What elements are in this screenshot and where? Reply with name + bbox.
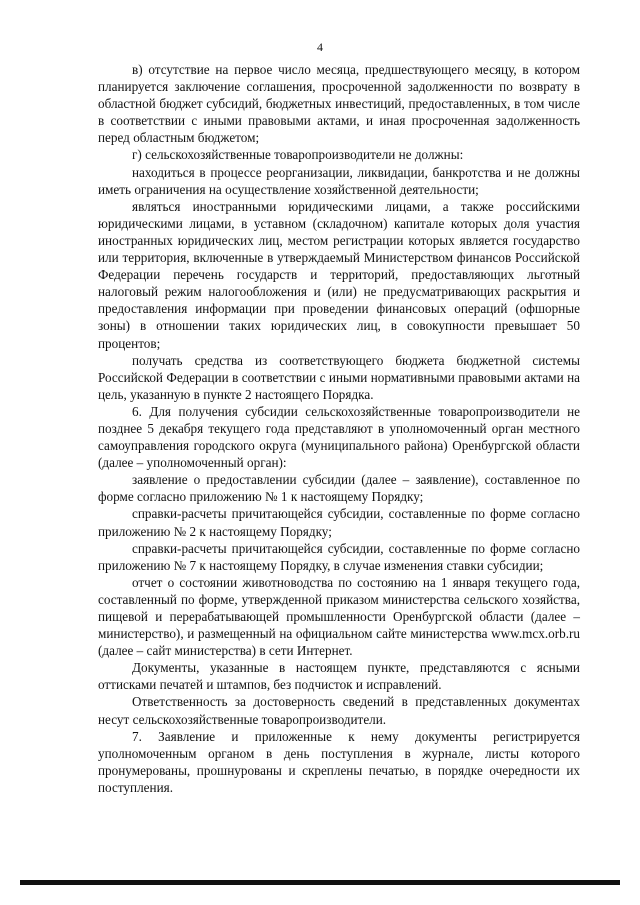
paragraph-calc-appendix-2: справки-расчеты причитающейся субсидии, составленные по форме согласно приложению № 2 к настоящему Порядку; bbox=[98, 506, 580, 539]
paragraph-foreign-entities: являться иностранными юридическими лицами, а также российскими юридическими лицами, в уставном (складочном) капитале которых доля участия иностранных юридических лиц, местом регистрации которых является государство или территория, включенные в утверждаемый Министерством финансов Российской Федерации перечень государств и территорий, предоставляющих льготный налоговый режим налогообложения и (или) не предусматривающих раскрытия и предоставления информации при проведении финансовых операций (офшорные зоны) в отношении таких юридических лиц, в совокупности превышает 50 процентов; bbox=[98, 198, 580, 351]
paragraph-application: заявление о предоставлении субсидии (далее – заявление), составленное по форме согласно приложению № 1 к настоящему Порядку; bbox=[98, 472, 580, 505]
paragraph-stamps: Документы, указанные в настоящем пункте, представляются с ясными оттисками печатей и штампов, без подчисток и исправлений. bbox=[98, 660, 580, 693]
paragraph-6-documents: 6. Для получения субсидии сельскохозяйственные товаропроизводители не позднее 5 декабря текущего года представляют в уполномоченный орган местного самоуправления городского округа (муниципального района) Оренбургской области (далее – уполномоченный орган): bbox=[98, 403, 580, 471]
paragraph-responsibility: Ответственность за достоверность сведений в представленных документах несут сельскохозяйственные товаропроизводители. bbox=[98, 694, 580, 727]
paragraph-other-budget-funds: получать средства из соответствующего бюджета бюджетной системы Российской Федерации в соответствии с иными нормативными правовыми актами на цель, указанную в пункте 2 настоящего Порядка. bbox=[98, 352, 580, 402]
paragraph-reorganization: находиться в процессе реорганизации, ликвидации, банкротства и не должны иметь ограничения на осуществление хозяйственной деятельности; bbox=[98, 164, 580, 197]
paragraph-g-must-not: г) сельскохозяйственные товаропроизводители не должны: bbox=[132, 147, 464, 163]
paragraph-livestock-report: отчет о состоянии животноводства по состоянию на 1 января текущего года, составленный по форме, утвержденной приказом министерства сельского хозяйства, пищевой и перерабатывающей промышленности Оренбургской области (далее – министерство), и размещенный на официальном сайте министерства www.mcx.orb.ru (далее – сайт министерства) в сети Интернет. bbox=[98, 574, 580, 659]
document-body bbox=[98, 61, 580, 796]
paragraph-calc-appendix-7: справки-расчеты причитающейся субсидии, составленные по форме согласно приложению № 7 к настоящему Порядку, в случае изменения ставки субсидии; bbox=[98, 540, 580, 573]
scan-edge-line bbox=[20, 880, 620, 885]
paragraph-7-registration: 7. Заявление и приложенные к нему документы регистрируется уполномоченным органом в день поступления в журнале, листы которого пронумерованы, прошнурованы и скреплены печатью, в порядке очередности их поступления. bbox=[98, 728, 580, 795]
paragraph-v-no-overdue-debt: в) отсутствие на первое число месяца, предшествующего месяцу, в котором планируется заключение соглашения, просроченной задолженности по возврату в областной бюджет субсидий, бюджетных инвестиций, предоставленных, в том числе в соответствии с иными правовыми актами, и иная просроченная задолженность перед областным бюджетом; bbox=[98, 62, 580, 146]
page-number: 4 bbox=[317, 40, 323, 54]
